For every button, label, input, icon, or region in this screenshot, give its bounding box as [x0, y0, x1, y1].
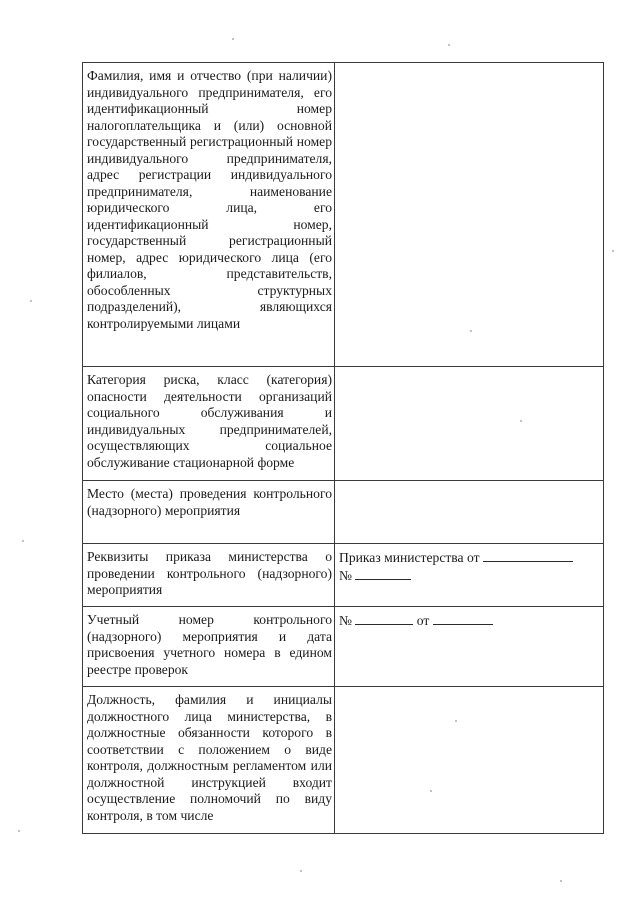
scan-speck: [300, 870, 302, 872]
row-label-registry-number: Учетный номер контрольного (надзорного) мероприятия и дата присвоения учетного номера в едином реестре проверок: [83, 607, 335, 687]
scan-speck: [430, 790, 432, 792]
registry-date-blank[interactable]: [433, 612, 493, 625]
scan-speck: [22, 540, 24, 542]
table-row: [83, 63, 604, 367]
table-row: [83, 544, 604, 607]
scan-speck: [232, 38, 234, 40]
table-row: [83, 367, 604, 481]
scan-speck: [520, 420, 522, 422]
scan-speck: [30, 300, 32, 302]
registry-from-text: от: [416, 613, 430, 628]
row-value-risk-category[interactable]: [335, 367, 604, 481]
table-row: [83, 687, 604, 834]
scan-speck: [612, 250, 614, 252]
row-value-location[interactable]: [335, 481, 604, 544]
row-label-order-details: Реквизиты приказа министерства о проведении контрольного (надзорного) мероприятия: [83, 544, 335, 607]
row-label-location: Место (места) проведения контрольного (надзорного) мероприятия: [83, 481, 335, 544]
order-number-blank[interactable]: [355, 567, 411, 580]
row-label-controlled-persons: Фамилия, имя и отчество (при наличии) индивидуального предпринимателя, его идентификационный номер налогоплательщика и (или) основной государственный регистрационный номер индивидуального предпринимателя, адрес регистрации индивидуального предпринимателя, наименование юридического лица, его идентификационный номер, государственный регистрационный номер, адрес юридического лица (его филиалов, представительств, обособленных структурных подразделений), являющихся контролируемыми лицами: [83, 63, 335, 367]
registry-number-sign: №: [339, 613, 352, 628]
scan-speck: [455, 720, 457, 722]
scan-speck: [448, 44, 450, 46]
table-row: [83, 607, 604, 687]
table-row: [83, 481, 604, 544]
row-value-registry-number[interactable]: [335, 607, 604, 687]
row-label-official: Должность, фамилия и инициалы должностного лица министерства, в должностные обязанности которого в соответствии с положением о виде контроля, должностным регламентом или должностной инструкцией входит осуществление полномочий по виду контроля, в том числе: [83, 687, 335, 834]
registry-number-blank[interactable]: [355, 612, 413, 625]
scan-speck: [470, 330, 472, 332]
order-number-sign: №: [339, 567, 352, 583]
row-value-order-details[interactable]: [335, 544, 604, 607]
row-label-risk-category: Категория риска, класс (категория) опасности деятельности организаций социального обслуживания и индивидуальных предпринимателей, осуществляющих социальное обслуживание стационарной форме: [83, 367, 335, 481]
row-value-controlled-persons[interactable]: [335, 63, 604, 367]
order-prefix-text: Приказ министерства от: [339, 550, 480, 565]
scan-speck: [560, 880, 562, 882]
scan-speck: [18, 830, 20, 832]
inspection-form-table: [82, 62, 604, 834]
order-date-blank[interactable]: [483, 549, 573, 562]
row-value-official[interactable]: [335, 687, 604, 834]
